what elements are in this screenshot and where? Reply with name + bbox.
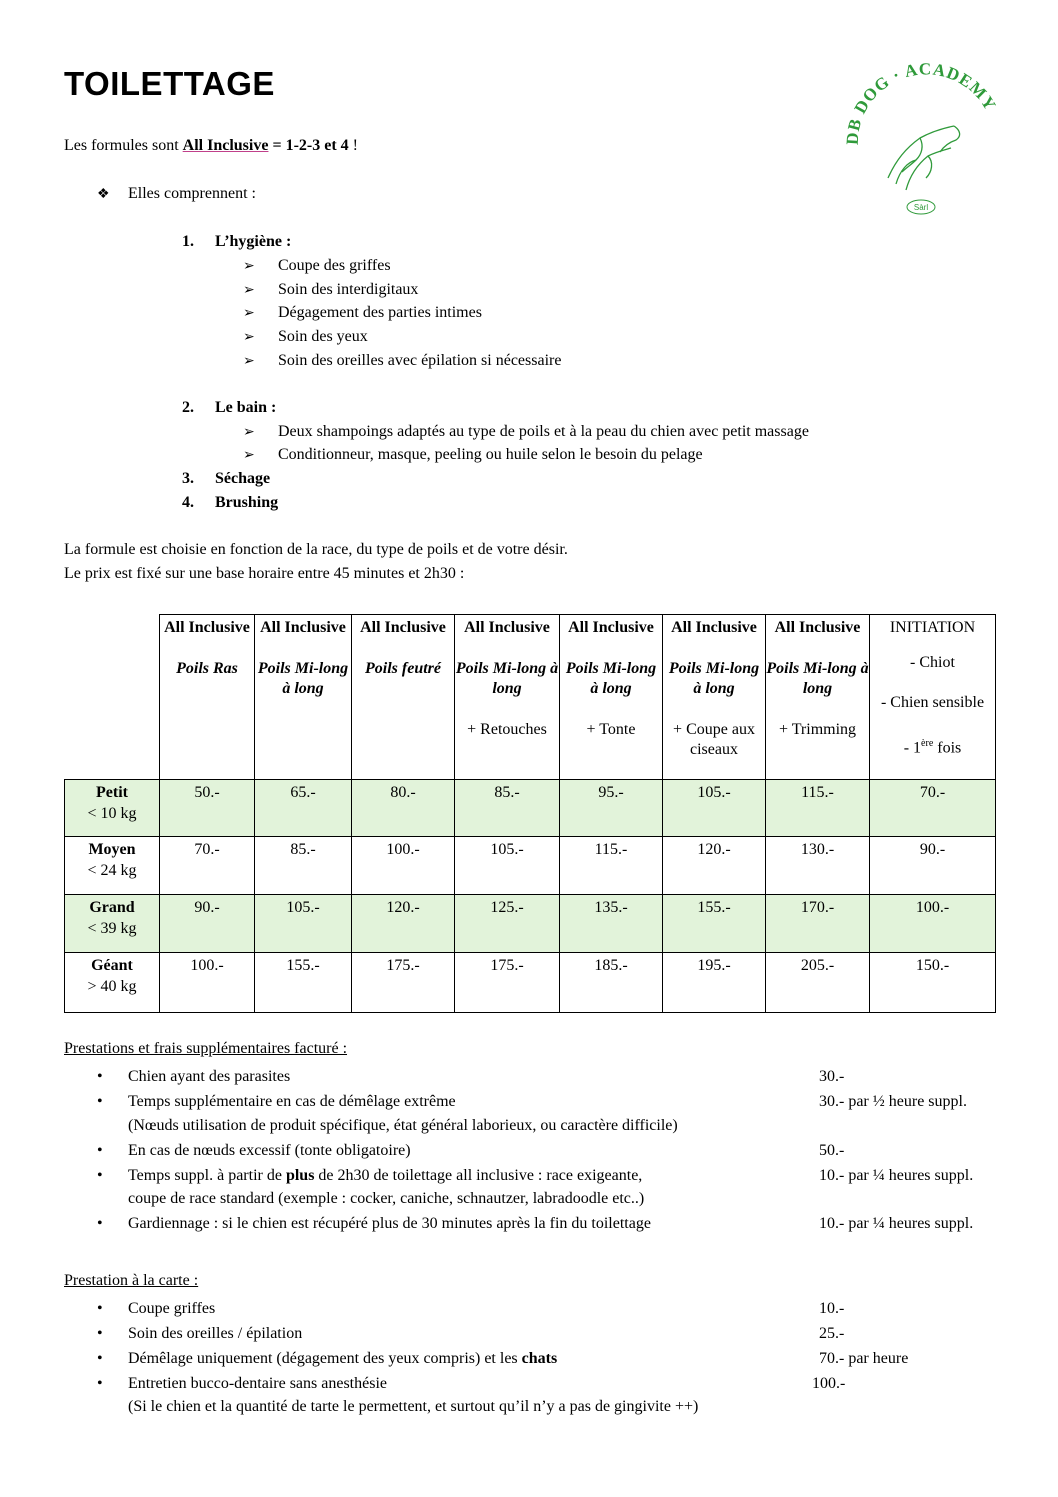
table-cell: 100.-: [352, 837, 455, 895]
list-item: • Temps suppl. à partir de plus de 2h30 de toilettage all inclusive : race exigeante,: [97, 1167, 643, 1184]
diamond-bullet-icon: ❖: [97, 187, 110, 202]
table-cell: 175.-: [352, 953, 455, 1013]
table-cell: 105.-: [455, 837, 560, 895]
table-cell: 120.-: [352, 895, 455, 953]
list-item: ➢ Soin des oreilles avec épilation si nécessaire: [243, 352, 562, 369]
list-item: ➢ Deux shampoings adaptés au type de poils et à la peau du chien avec petit massage: [243, 423, 809, 440]
table-cell: 120.-: [663, 837, 766, 895]
table-cell: Moyen < 24 kg: [65, 837, 160, 895]
table-cell: [65, 615, 160, 780]
price-value: 70.- par heure: [819, 1350, 909, 1367]
bullet-icon: •: [97, 1215, 103, 1232]
extras-heading: Prestations et frais supplémentaires facturé :: [64, 1040, 348, 1057]
column-header: All Inclusive Poils Mi-long à long + Retouches: [455, 615, 560, 780]
table-cell: 195.-: [663, 953, 766, 1013]
bullet-icon: •: [97, 1068, 103, 1085]
item-note: (Si le chien et la quantité de tarte le permettent, et surtout qu’il n’y a pas de gingivite ++): [128, 1398, 699, 1415]
list-item: ➢ Dégagement des parties intimes: [243, 304, 482, 321]
column-header: All Inclusive Poils feutré: [352, 615, 455, 780]
list-item: • Soin des oreilles / épilation: [97, 1325, 303, 1342]
table-cell: 125.-: [455, 895, 560, 953]
arrow-bullet-icon: ➢: [243, 354, 255, 369]
arrow-bullet-icon: ➢: [243, 259, 255, 274]
arrow-bullet-icon: ➢: [243, 448, 255, 463]
bullet-icon: •: [97, 1093, 103, 1110]
table-cell: 170.-: [766, 895, 870, 953]
table-cell: 90.-: [870, 837, 996, 895]
item-note: (Nœuds utilisation de produit spécifique, état général laborieux, ou caractère difficile): [128, 1117, 678, 1134]
section-sechage-title: 3. Séchage: [182, 470, 271, 487]
price-value: 50.-: [819, 1142, 845, 1159]
arrow-bullet-icon: ➢: [243, 306, 255, 321]
section-hygiene-title: 1. L’hygiène :: [182, 233, 292, 250]
column-header: All Inclusive Poils Mi-long à long + Tonte: [560, 615, 663, 780]
price-value: 10.-: [819, 1300, 845, 1317]
arrow-bullet-icon: ➢: [243, 425, 255, 440]
list-item: • En cas de nœuds excessif (tonte obligatoire): [97, 1142, 411, 1159]
table-cell: 100.-: [160, 953, 255, 1013]
list-item: • Chien ayant des parasites: [97, 1068, 291, 1085]
table-cell: Petit < 10 kg: [65, 780, 160, 837]
price-table: [64, 614, 996, 1013]
svg-text:DB DOG · ACADEMY: [843, 60, 1000, 145]
carte-heading: Prestation à la carte :: [64, 1272, 199, 1289]
table-cell: 130.-: [766, 837, 870, 895]
table-cell: 205.-: [766, 953, 870, 1013]
list-item: ➢ Soin des interdigitaux: [243, 281, 419, 298]
arrow-bullet-icon: ➢: [243, 330, 255, 345]
table-cell: 105.-: [255, 895, 352, 953]
bullet-icon: •: [97, 1375, 103, 1392]
table-cell: 155.-: [663, 895, 766, 953]
table-cell: 105.-: [663, 780, 766, 837]
price-value: 25.-: [819, 1325, 845, 1342]
list-item: • Entretien bucco-dentaire sans anesthésie: [97, 1375, 387, 1392]
section-brushing-title: 4. Brushing: [182, 494, 279, 511]
all-inclusive-highlight: All Inclusive: [182, 137, 269, 154]
table-cell: 85.-: [455, 780, 560, 837]
table-row: [65, 895, 996, 953]
table-cell: Géant > 40 kg: [65, 953, 160, 1013]
price-value: 30.-: [819, 1068, 845, 1085]
table-cell: 175.-: [455, 953, 560, 1013]
arrow-bullet-icon: ➢: [243, 283, 255, 298]
table-cell: 100.-: [870, 895, 996, 953]
list-item: ➢ Coupe des griffes: [243, 257, 391, 274]
section-bain-title: 2. Le bain :: [182, 399, 277, 416]
table-cell: 70.-: [160, 837, 255, 895]
table-row: [65, 780, 996, 837]
table-cell: 85.-: [255, 837, 352, 895]
formula-text: La formule est choisie en fonction de la race, du type de poils et de votre désir.: [64, 541, 568, 558]
price-value: 30.- par ½ heure suppl.: [819, 1093, 967, 1110]
column-header: All Inclusive Poils Ras: [160, 615, 255, 780]
list-item: • Gardiennage : si le chien est récupéré plus de 30 minutes après la fin du toilettage: [97, 1215, 651, 1232]
logo-badge: Sàrl: [913, 203, 929, 212]
bullet-icon: •: [97, 1300, 103, 1317]
column-header: All Inclusive Poils Mi-long à long + Trimming: [766, 615, 870, 780]
page-title: TOILETTAGE: [64, 65, 275, 102]
table-cell: 150.-: [870, 953, 996, 1013]
table-cell: 185.-: [560, 953, 663, 1013]
list-item: ➢ Conditionneur, masque, peeling ou huile selon le besoin du pelage: [243, 446, 703, 463]
includes-heading: ❖ Elles comprennent :: [97, 185, 256, 202]
table-cell: 155.-: [255, 953, 352, 1013]
price-value: 100.-: [812, 1375, 846, 1392]
table-cell: 115.-: [560, 837, 663, 895]
logo-text: DB DOG · ACADEMY: [842, 60, 1000, 146]
price-basis-text: Le prix est fixé sur une base horaire entre 45 minutes et 2h30 :: [64, 565, 465, 582]
table-cell: 95.-: [560, 780, 663, 837]
table-cell: 65.-: [255, 780, 352, 837]
table-cell: 115.-: [766, 780, 870, 837]
bullet-icon: •: [97, 1350, 103, 1367]
bullet-icon: •: [97, 1167, 103, 1184]
column-header: All Inclusive Poils Mi-long à long: [255, 615, 352, 780]
bullet-icon: •: [97, 1142, 103, 1159]
list-item: • Temps supplémentaire en cas de démêlage extrême: [97, 1093, 456, 1110]
list-item: • Démêlage uniquement (dégagement des yeux compris) et les chats: [97, 1350, 558, 1367]
table-row: [65, 837, 996, 895]
bullet-icon: •: [97, 1325, 103, 1342]
column-header: All Inclusive Poils Mi-long à long + Coupe aux ciseaux: [663, 615, 766, 780]
table-cell: 70.-: [870, 780, 996, 837]
table-row: [65, 953, 996, 1013]
list-item: ➢ Soin des yeux: [243, 328, 368, 345]
list-item: • Coupe griffes: [97, 1300, 216, 1317]
item-note: coupe de race standard (exemple : cocker, caniche, schnautzer, labradoodle etc..): [128, 1190, 645, 1207]
table-cell: Grand < 39 kg: [65, 895, 160, 953]
table-cell: 80.-: [352, 780, 455, 837]
table-cell: 50.-: [160, 780, 255, 837]
price-value: 10.- par ¼ heures suppl.: [819, 1215, 974, 1232]
column-header-initiation: INITIATION - Chiot - Chien sensible - 1ère fois: [870, 615, 996, 780]
table-cell: 90.-: [160, 895, 255, 953]
table-cell: 135.-: [560, 895, 663, 953]
db-dog-academy-logo: [836, 60, 1006, 220]
intro-line: Les formules sont All Inclusive = 1-2-3 et 4 !: [64, 137, 358, 154]
price-value: 10.- par ¼ heures suppl.: [819, 1167, 974, 1184]
